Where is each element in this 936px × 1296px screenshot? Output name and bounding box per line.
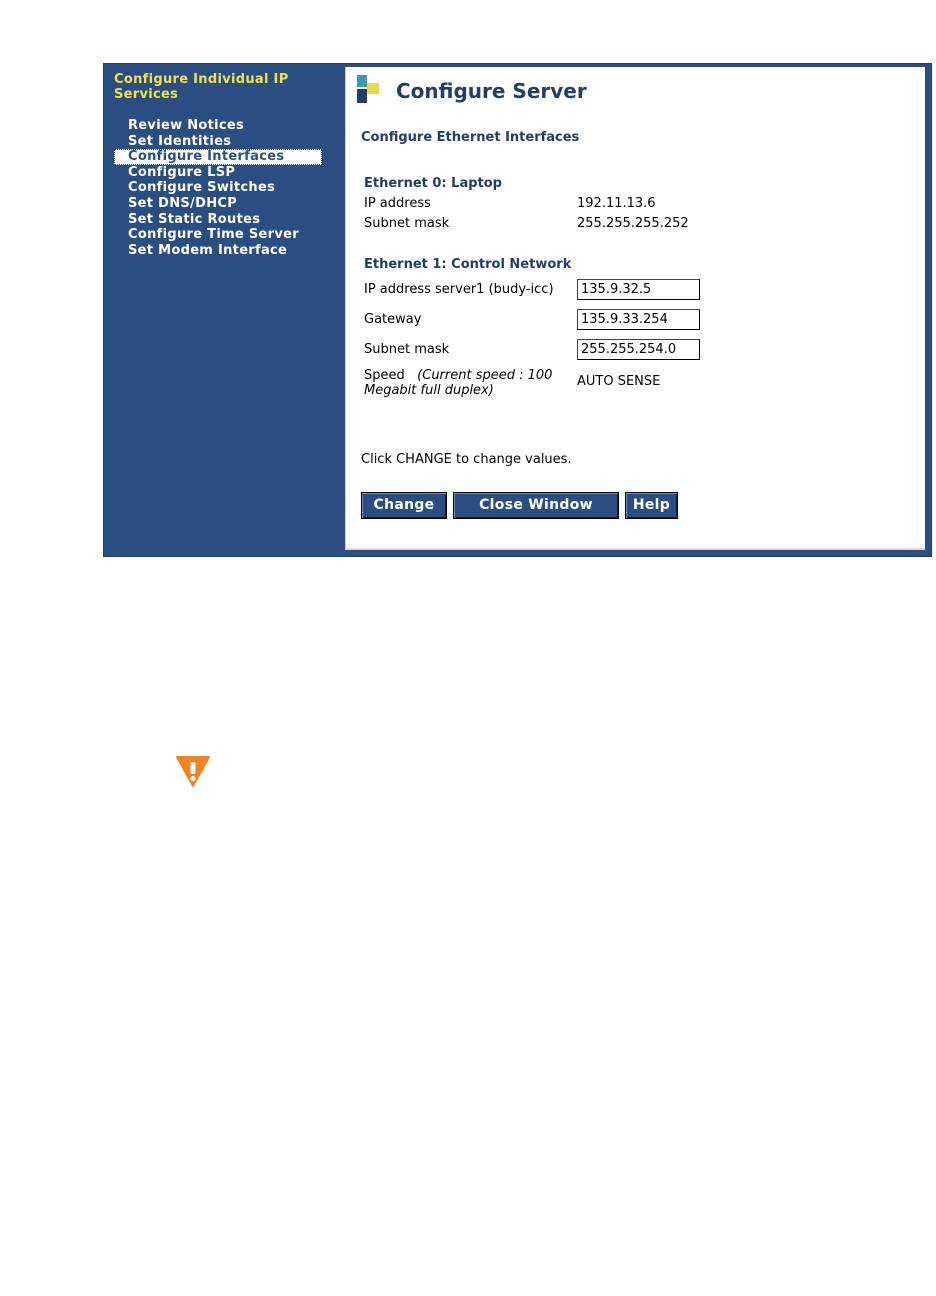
eth0-mask-value: 255.255.255.252	[577, 216, 689, 231]
eth1-ip-label: IP address server1 (budy-icc)	[364, 282, 554, 297]
speed-note: (Current speed : 100 Megabit full duplex)	[364, 368, 553, 398]
configure-server-window	[103, 63, 932, 557]
page-title: Configure Server	[396, 79, 587, 103]
eth1-mask-label: Subnet mask	[364, 342, 450, 357]
change-button[interactable]: Change	[361, 492, 447, 519]
gateway-field[interactable]	[577, 309, 700, 330]
main-panel	[345, 67, 925, 550]
speed-label-block	[364, 368, 574, 398]
eth0-ip-value: 192.11.13.6	[577, 196, 656, 211]
gateway-label: Gateway	[364, 312, 422, 327]
close-window-button[interactable]: Close Window	[453, 492, 619, 519]
sidebar-item-set-identities[interactable]: Set Identities	[128, 133, 232, 149]
sidebar-item-set-dns-dhcp[interactable]: Set DNS/DHCP	[128, 195, 238, 211]
eth0-ip-label: IP address	[364, 196, 431, 211]
eth0-mask-label: Subnet mask	[364, 216, 450, 231]
server-logo-icon	[357, 75, 381, 103]
sidebar-nav	[114, 118, 322, 258]
sidebar-item-configure-switches[interactable]: Configure Switches	[128, 180, 276, 196]
ethernet0-title: Ethernet 0: Laptop	[364, 176, 502, 191]
sidebar	[104, 64, 342, 556]
section-title: Configure Ethernet Interfaces	[361, 130, 580, 145]
speed-value: AUTO SENSE	[577, 374, 661, 389]
sidebar-item-configure-lsp[interactable]: Configure LSP	[128, 164, 236, 180]
sidebar-item-set-static-routes[interactable]: Set Static Routes	[128, 211, 261, 227]
change-hint: Click CHANGE to change values.	[361, 452, 572, 467]
eth1-mask-field[interactable]	[577, 339, 700, 360]
sidebar-item-set-modem-interface[interactable]: Set Modem Interface	[128, 242, 288, 258]
speed-label: Speed	[364, 368, 405, 383]
sidebar-item-configure-interfaces[interactable]: Configure Interfaces	[114, 149, 322, 165]
eth1-ip-field[interactable]	[577, 279, 700, 300]
sidebar-item-configure-time-server[interactable]: Configure Time Server	[128, 227, 299, 243]
sidebar-title: Configure Individual IP Services	[114, 72, 289, 102]
sidebar-item-review-notices[interactable]: Review Notices	[128, 118, 245, 133]
ethernet1-title: Ethernet 1: Control Network	[364, 257, 572, 272]
warning-icon	[175, 754, 211, 788]
help-button[interactable]: Help	[625, 492, 678, 519]
